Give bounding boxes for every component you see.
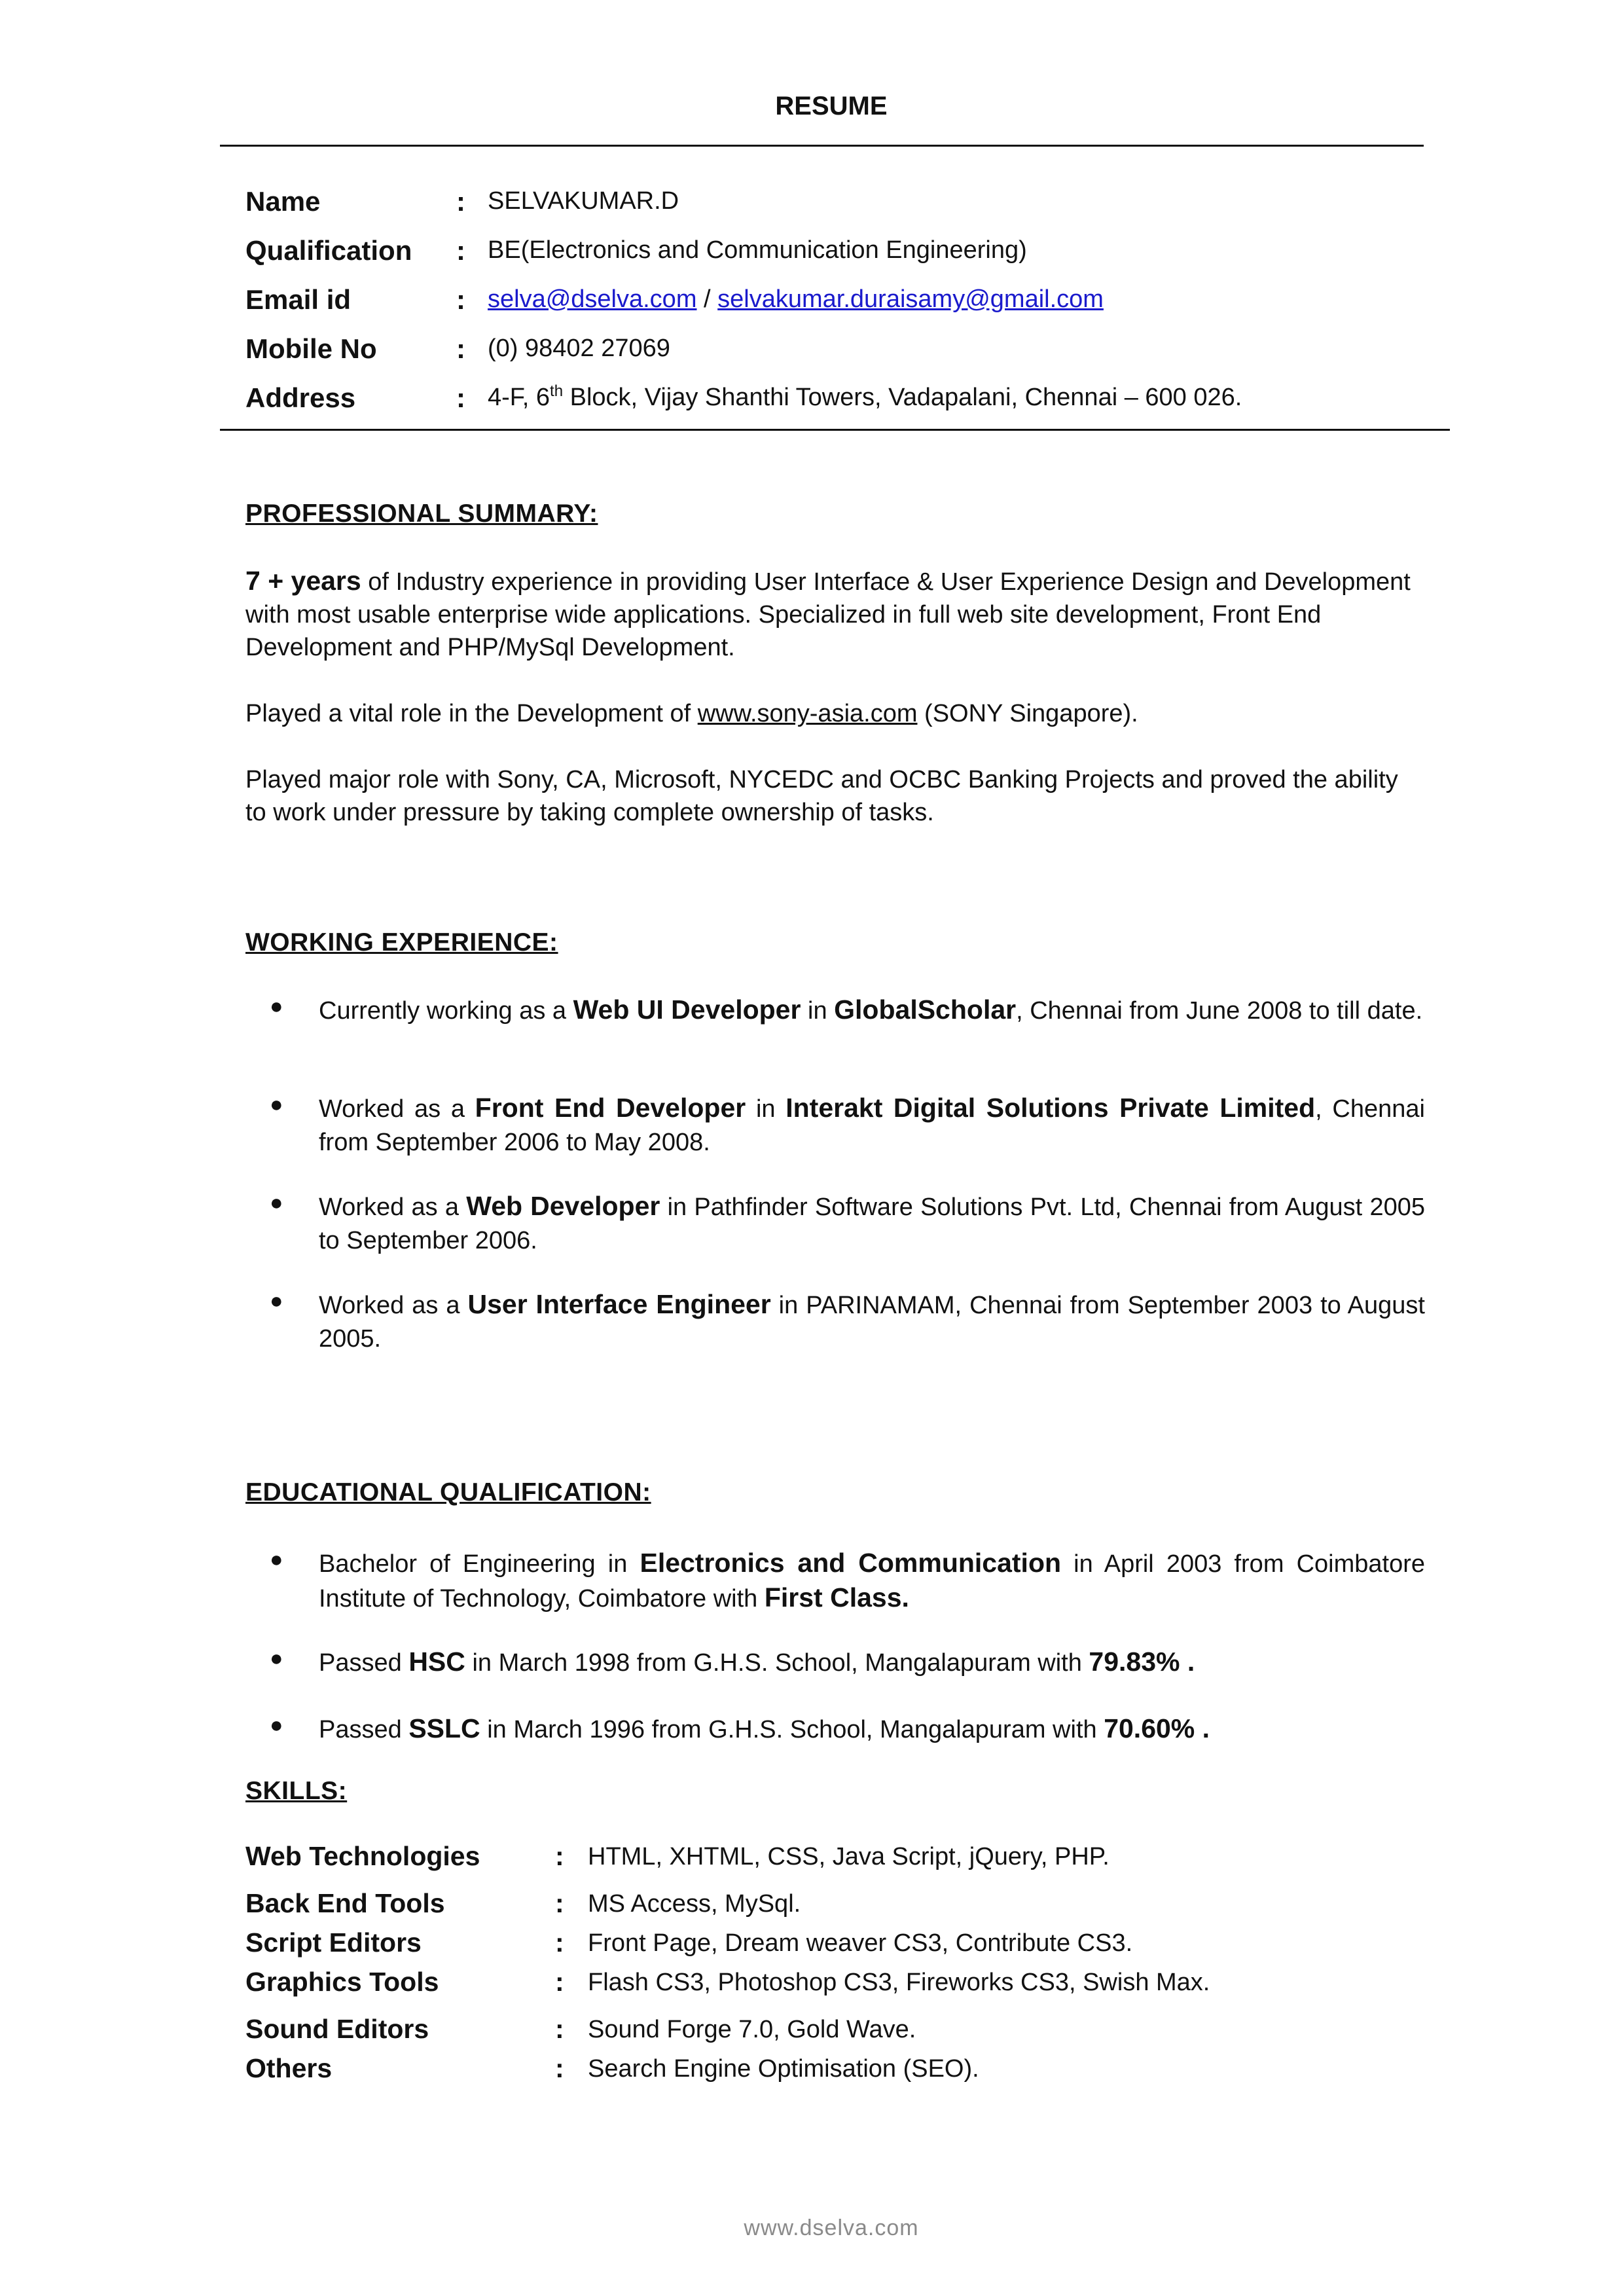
exam-name: SSLC [408, 1713, 480, 1743]
company-name: Interakt Digital Solutions Private Limited [785, 1093, 1316, 1123]
email-link-primary[interactable]: selva@dselva.com [488, 285, 697, 313]
grade: 70.60% . [1104, 1713, 1210, 1743]
education-text: Passed [319, 1649, 409, 1677]
mobile-label: Mobile No [245, 333, 377, 364]
summary-heading: PROFESSIONAL SUMMARY: [245, 500, 598, 528]
experience-text: in Pathfinder Software Solutions Pvt. Ltd, Chennai from August 2005 to September 2006. [319, 1194, 1432, 1254]
job-title: User Interface Engineer [467, 1289, 771, 1319]
experience-text: Worked as a [319, 1095, 475, 1123]
education-text: in March 1996 from G.H.S. School, Mangalapuram with [480, 1716, 1104, 1743]
address-superscript: th [550, 382, 564, 400]
experience-item [319, 1288, 1432, 1356]
mobile-value: (0) 98402 27069 [488, 335, 670, 362]
skill-colon: : [555, 1927, 564, 1958]
summary-paragraph-1 [245, 564, 1424, 664]
bullet-icon: ● [270, 1190, 283, 1215]
job-title: Front End Developer [475, 1093, 746, 1123]
address-value [488, 384, 1242, 412]
skill-label: Web Technologies [245, 1841, 480, 1871]
email-link-secondary[interactable]: selvakumar.duraisamy@gmail.com [717, 285, 1104, 313]
bullet-icon: ● [270, 994, 283, 1019]
experience-text: , Chennai from June 2008 to till date. [1016, 997, 1423, 1025]
years-highlight: 7 + years [245, 566, 361, 596]
qualification-label: Qualification [245, 235, 412, 266]
summary-text: Played a vital role in the Development of [245, 700, 698, 727]
company-name: GlobalScholar [834, 994, 1017, 1025]
title-divider [220, 145, 1424, 147]
grade: First Class. [764, 1582, 909, 1613]
skills-heading: SKILLS: [245, 1777, 348, 1805]
skill-label: Graphics Tools [245, 1967, 439, 1997]
skill-colon: : [555, 1841, 564, 1871]
education-item [319, 1645, 1425, 1680]
degree-field: Electronics and Communication [640, 1548, 1062, 1578]
bullet-icon: ● [270, 1547, 283, 1572]
skill-colon: : [555, 1888, 564, 1918]
summary-text: (SONY Singapore). [917, 700, 1138, 727]
experience-text: , Chennai from September 2006 to May 2008. [319, 1095, 1432, 1156]
experience-text: Worked as a [319, 1194, 467, 1221]
footer-website: www.dselva.com [744, 2215, 919, 2240]
skill-value: MS Access, MySql. [588, 1890, 801, 1918]
education-text: Bachelor of Engineering in [319, 1550, 640, 1578]
name-label: Name [245, 186, 321, 217]
document-title: RESUME [775, 92, 888, 120]
experience-text: in PARINAMAM, Chennai from September 2003 to August 2005. [319, 1292, 1432, 1353]
experience-text: in [801, 997, 835, 1025]
experience-item [319, 1190, 1432, 1258]
experience-text: in [746, 1095, 786, 1123]
skill-colon: : [555, 1967, 564, 1997]
name-value: SELVAKUMAR.D [488, 187, 679, 215]
summary-paragraph-3: Played major role with Sony, CA, Microsoft, NYCEDC and OCBC Banking Projects and proved the ability to work under pressure by taking complete ownership of tasks. [245, 766, 1398, 826]
experience-heading: WORKING EXPERIENCE: [245, 928, 558, 957]
skill-label: Others [245, 2053, 333, 2083]
experience-item [319, 1091, 1432, 1159]
exam-name: HSC [408, 1647, 465, 1677]
mobile-colon: : [456, 333, 465, 364]
skill-colon: : [555, 2053, 564, 2083]
bullet-icon: ● [270, 1713, 283, 1738]
address-part: 4-F, 6 [488, 384, 550, 411]
email-colon: : [456, 284, 465, 315]
education-heading: EDUCATIONAL QUALIFICATION: [245, 1478, 651, 1506]
education-item [319, 1546, 1432, 1616]
experience-text: Currently working as a [319, 997, 573, 1025]
education-text: in March 1998 from G.H.S. School, Mangalapuram with [465, 1649, 1089, 1677]
address-colon: : [456, 382, 465, 413]
summary-paragraph-2 [245, 697, 1424, 730]
address-label: Address [245, 382, 356, 413]
experience-text: Worked as a [319, 1292, 468, 1319]
education-item [319, 1712, 1425, 1747]
email-value [488, 285, 1104, 314]
bullet-icon: ● [270, 1092, 283, 1117]
bullet-icon: ● [270, 1646, 283, 1671]
skill-value: Sound Forge 7.0, Gold Wave. [588, 2016, 916, 2043]
grade: 79.83% . [1089, 1647, 1195, 1677]
education-text: Passed [319, 1716, 409, 1743]
summary-text: of Industry experience in providing User Interface & User Experience Design and Development with most usable enterprise wide applications. Specialized in full web site development, Front End Development and PHP/MySql Development. [245, 568, 1411, 661]
skill-value: HTML, XHTML, CSS, Java Script, jQuery, PHP. [588, 1843, 1110, 1870]
name-colon: : [456, 186, 465, 217]
skill-value: Search Engine Optimisation (SEO). [588, 2055, 979, 2083]
skill-value: Front Page, Dream weaver CS3, Contribute CS3. [588, 1929, 1133, 1957]
sony-asia-link[interactable]: www.sony-asia.com [697, 700, 918, 727]
skill-label: Sound Editors [245, 2014, 429, 2044]
bullet-icon: ● [270, 1288, 283, 1313]
job-title: Web Developer [466, 1191, 660, 1221]
email-separator: / [696, 285, 718, 313]
address-part: Block, Vijay Shanthi Towers, Vadapalani, Chennai – 600 026. [563, 384, 1242, 411]
skill-value: Flash CS3, Photoshop CS3, Fireworks CS3, Swish Max. [588, 1969, 1210, 1996]
job-title: Web UI Developer [573, 994, 801, 1025]
education-text: in April 2003 from Coimbatore Institute of Technology, Coimbatore with [319, 1550, 1432, 1613]
experience-item [319, 993, 1425, 1028]
skill-label: Back End Tools [245, 1888, 445, 1918]
details-divider [220, 429, 1450, 431]
qualification-colon: : [456, 235, 465, 266]
skill-colon: : [555, 2014, 564, 2044]
email-label: Email id [245, 284, 352, 315]
qualification-value: BE(Electronics and Communication Engineering) [488, 236, 1027, 264]
skill-label: Script Editors [245, 1927, 422, 1958]
